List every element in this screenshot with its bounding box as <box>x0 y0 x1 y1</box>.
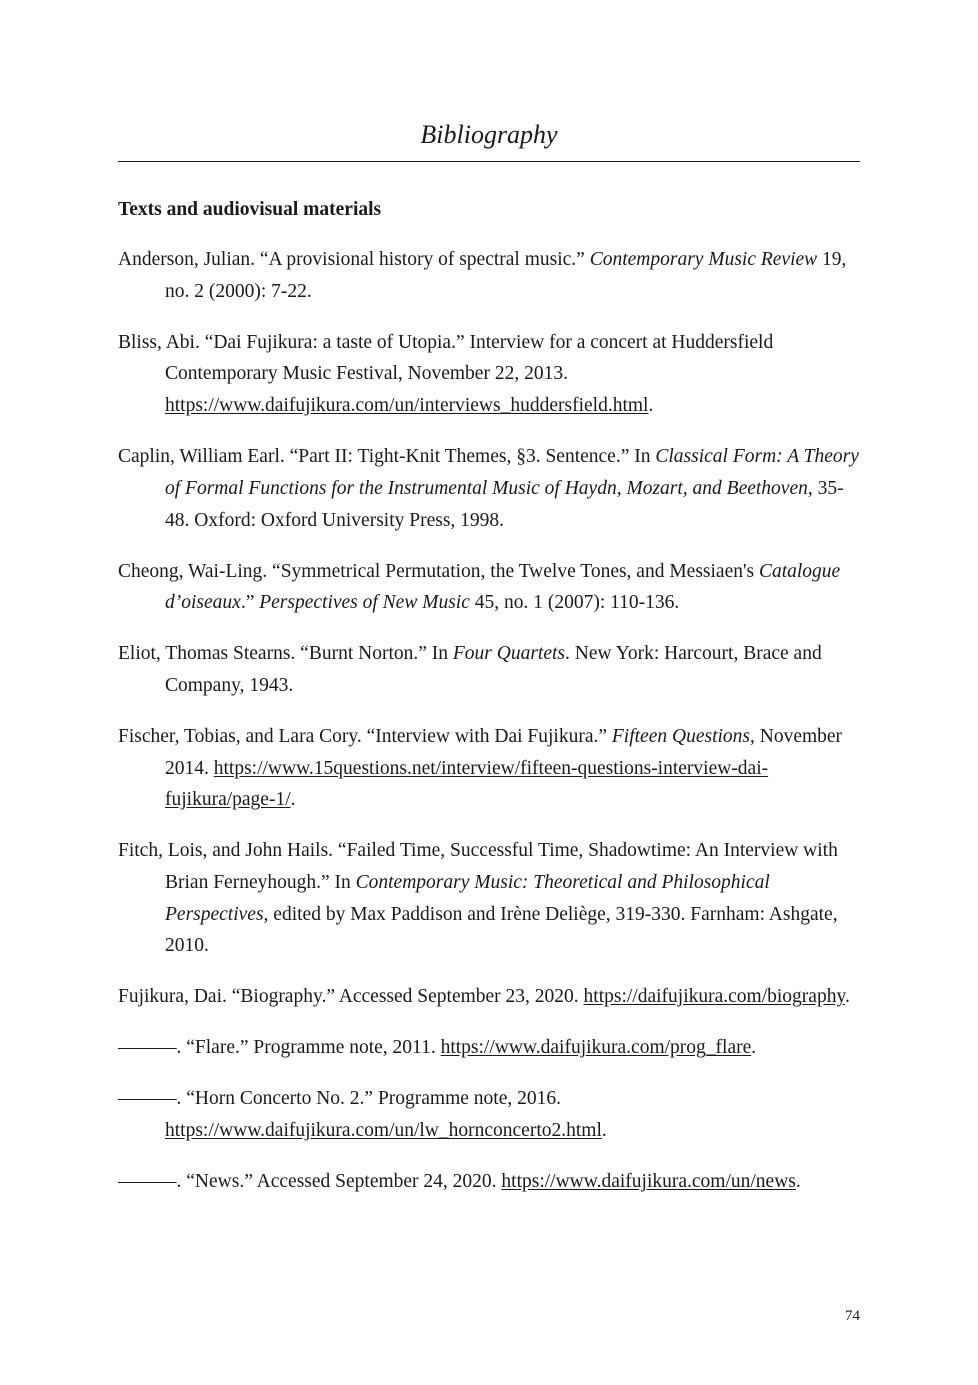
page-number: 74 <box>845 1308 860 1324</box>
work-title: Catalogue d’oiseaux <box>165 560 841 614</box>
url-link[interactable]: https://www.daifujikura.com/un/lw_hornconcerto2.html <box>165 1120 602 1142</box>
entry-text: . <box>795 1171 801 1193</box>
bibliography-entry <box>118 441 860 536</box>
url-link[interactable]: https://www.daifujikura.com/un/interviews_huddersfield.html <box>165 395 649 417</box>
bibliography-entry <box>118 556 860 619</box>
entry-text: Fischer, Tobias, and Lara Cory. “Interview with Dai Fujikura.” <box>118 725 612 747</box>
entry-text: Fitch, Lois, and John Hails. “Failed Time, Successful Time, Shadowtime: An Interview with Brian Ferneyhough.” In <box>118 840 838 894</box>
bibliography-entry <box>118 244 860 307</box>
entry-text: ———. “Horn Concerto No. 2.” Programme note, 2016. <box>118 1088 561 1110</box>
bibliography-entry <box>118 638 860 701</box>
entry-text: , November 2014. <box>165 725 843 779</box>
entry-text: . <box>290 789 296 811</box>
entry-text: Cheong, Wai-Ling. “Symmetrical Permutation, the Twelve Tones, and Messiaen's <box>118 560 759 582</box>
url-link[interactable]: https://www.daifujikura.com/un/news <box>501 1171 796 1193</box>
bibliography-entry <box>118 1032 860 1064</box>
entry-text: . New York: Harcourt, Brace and Company, 1943. <box>165 643 822 696</box>
entry-text: Bliss, Abi. “Dai Fujikura: a taste of Utopia.” Interview for a concert at Huddersfield Contemporary Music Festival, November 22, 2013. <box>118 331 774 385</box>
url-link[interactable]: https://www.daifujikura.com/prog_flare <box>440 1037 752 1059</box>
entry-text: . <box>601 1120 607 1142</box>
section-heading: Texts and audiovisual materials <box>118 199 382 220</box>
entry-text: ———. “News.” Accessed September 24, 2020. <box>118 1171 502 1193</box>
entry-text: . <box>648 395 654 417</box>
bibliography-list <box>118 244 860 1217</box>
bibliography-entry <box>118 835 860 962</box>
entry-text: .” <box>240 592 260 614</box>
bibliography-entry <box>118 327 860 422</box>
url-link[interactable]: https://daifujikura.com/biography <box>583 986 845 1008</box>
entry-text: Caplin, William Earl. “Part II: Tight-Knit Themes, §3. Sentence.” In <box>118 446 656 468</box>
work-title: Contemporary Music Review <box>589 249 818 270</box>
entry-text: Fujikura, Dai. “Biography.” Accessed September 23, 2020. <box>118 986 584 1008</box>
bibliography-entry <box>118 721 860 816</box>
work-title: Contemporary Music: Theoretical and Philosophical Perspectives <box>165 872 770 925</box>
work-title: Fifteen Questions <box>611 725 750 747</box>
entry-text: Eliot, Thomas Stearns. “Burnt Norton.” In <box>118 643 453 665</box>
bibliography-entry <box>118 1166 860 1198</box>
header-divider <box>118 161 860 162</box>
bibliography-entry <box>118 981 860 1013</box>
entry-text: Anderson, Julian. “A provisional history of spectral music.” <box>118 249 590 270</box>
entry-text: . <box>751 1037 757 1059</box>
bibliography-entry <box>118 1083 860 1146</box>
work-title: Classical Form: A Theory of Formal Functions for the Instrumental Music of Haydn, Mozart, and Beethoven <box>165 446 859 499</box>
entry-text: , 35-48. Oxford: Oxford University Press, 1998. <box>165 477 844 531</box>
entry-text: , edited by Max Paddison and Irène Deliège, 319-330. Farnham: Ashgate, 2010. <box>165 903 838 957</box>
entry-text: 19, no. 2 (2000): 7-22. <box>165 249 847 302</box>
work-title: Perspectives of New Music <box>259 592 470 614</box>
running-header-title: Bibliography <box>420 120 558 149</box>
entry-text: 45, no. 1 (2007): 110-136. <box>469 592 680 614</box>
entry-text: . <box>844 986 850 1008</box>
work-title: Four Quartets <box>452 643 566 665</box>
url-link[interactable]: https://www.15questions.net/interview/fifteen-questions-interview-dai-fujikura/page-1/ <box>165 757 769 811</box>
entry-text: ———. “Flare.” Programme note, 2011. <box>118 1037 441 1059</box>
